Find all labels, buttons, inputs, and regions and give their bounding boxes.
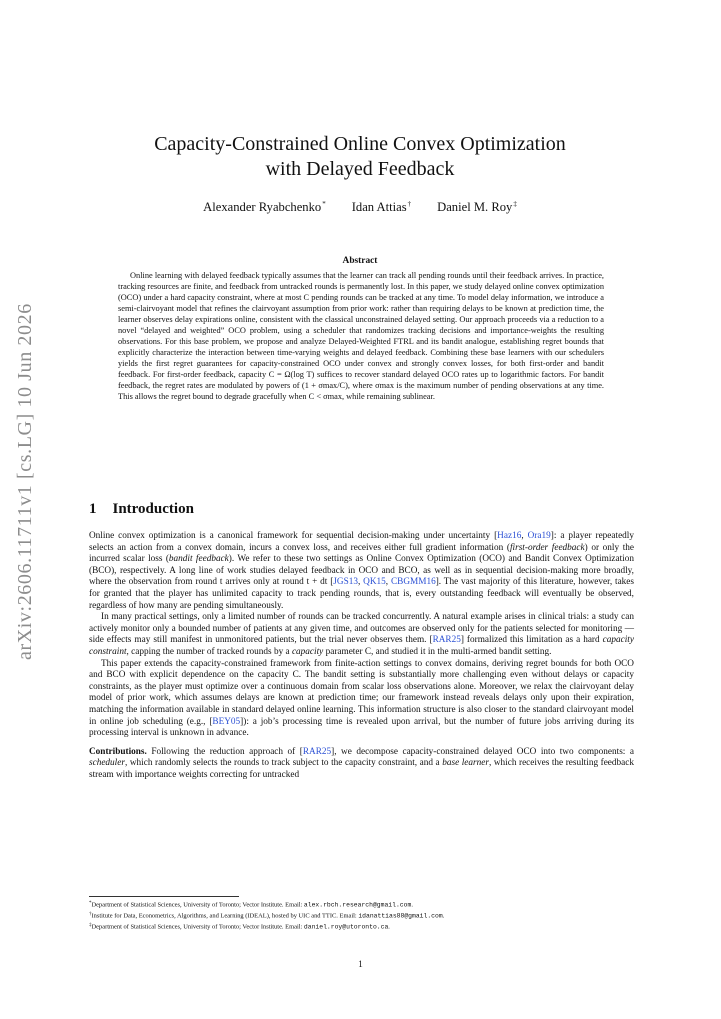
citation-link[interactable]: Haz16 <box>497 531 522 541</box>
page-number: 1 <box>358 960 363 970</box>
paragraph: This paper extends the capacity-constrained framework from finite-action settings to convex domains, deriving regret bounds for both OCO and BCO with explicit dependence on the capacity C. The bandit setting is substantially more challenging even without delays or capacity constraints, as the player must optimize over a continuous domain from scalar loss observations alone. Moreover, we relax the clairvoyant delay model of prior work, which assumes delays are known at prediction time; our framework instead reveals delays only upon their expiration, matching the information available in standard delayed online learning. This information structure is also closer to the standard clairvoyant model in online job scheduling (e.g., [BEY05]): a job’s processing time is revealed upon arrival, but the number of future jobs arriving during its processing interval is unknown in advance. <box>89 658 634 739</box>
section-number: 1 <box>89 501 97 517</box>
section-body <box>89 531 634 781</box>
paragraph: Online convex optimization is a canonical framework for sequential decision-making under uncertainty [Haz16, Ora19]: a player repeatedly selects an action from a convex domain, incurs a convex loss, and receives either full gradient information (first-order feedback) or only the incurred scalar loss (bandit feedback). We refer to these two settings as Online Convex Optimization (OCO) and Bandit Convex Optimization (BCO), respectively. A long line of work studies delayed feedback in OCO and BCO, as well as in sequential decision-making more broadly, where the observation from round t arrives only at round t + dt [JGS13, QK15, CBGMM16]. The vast majority of this literature, however, takes for granted that the player has unlimited capacity to track pending rounds, that is, every outstanding feedback will eventually be observed, regardless of how many are pending simultaneously. <box>89 531 635 611</box>
citation-link[interactable]: BEY05 <box>212 716 241 727</box>
author <box>437 200 517 215</box>
citation-link[interactable]: CBGMM16 <box>390 577 436 588</box>
author-affiliation-mark[interactable]: ‡ <box>513 200 517 208</box>
section-title: Introduction <box>112 501 194 517</box>
title-line-2: with Delayed Feedback <box>265 158 455 180</box>
footnote: ‡Department of Statistical Sciences, University of Toronto; Vector Institute. Email: daniel.roy@utoronto.ca. <box>89 923 390 931</box>
footnote: †Institute for Data, Econometrics, Algorithms, and Learning (IDEAL), hosted by UIC and TTIC. Email: idanattias88@gmail.com. <box>89 912 445 920</box>
author-affiliation-mark[interactable]: * <box>322 200 326 208</box>
citation-link[interactable]: RAR25 <box>432 635 461 646</box>
email-address[interactable]: idanattias88@gmail.com <box>358 912 443 920</box>
abstract-heading: Abstract <box>342 256 378 266</box>
citation-link[interactable]: RAR25 <box>302 746 332 757</box>
footnote: *Department of Statistical Sciences, University of Toronto; Vector Institute. Email: alex.rbch.research@gmail.com. <box>89 901 413 909</box>
paragraph-contributions: Contributions. Following the reduction approach of [RAR25], we decompose capacity-constrained delayed OCO into two components: a scheduler, which randomly selects the rounds to track subject to the capacity constraint, and a base learner, which receives the resulting feedback stream with importance weights correcting for untracked <box>89 746 635 780</box>
author-name: Daniel M. Roy <box>437 200 513 214</box>
citation-link[interactable]: Ora19 <box>527 531 551 541</box>
citation-link[interactable]: QK15 <box>363 577 386 588</box>
footnotes <box>89 899 649 932</box>
paragraph: In many practical settings, only a limited number of rounds can be tracked concurrently. A natural example arises in clinical trials: a study can actively monitor only a bounded number of patients at any given time, and outcomes are observed only for the patients selected for monitoring — side effects may still manifest in unmonitored patients, but the trial never observes them. [RAR25] formalized this limitation as a hard capacity constraint, capping the number of tracked rounds by a capacity parameter C, and studied it in the multi-armed bandit setting. <box>89 612 634 657</box>
email-address[interactable]: alex.rbch.research@gmail.com <box>303 901 412 909</box>
title-line-1: Capacity-Constrained Online Convex Optimization <box>154 133 566 155</box>
author <box>352 200 411 215</box>
paragraph-label: Contributions. <box>89 746 147 757</box>
author-affiliation-mark[interactable]: † <box>407 200 412 208</box>
abstract-text: Online learning with delayed feedback typically assumes that the learner can track all pending rounds until their feedback arrives. In practice, tracking resources are finite, and feedback from untracked rounds is permanently lost. In this paper, we study delayed online convex optimization (OCO) under a hard capacity constraint, where at most C pending rounds can be tracked at any time. To model delay information, we introduce a semi-clairvoyant model that refines the clairvoyant assumption from prior work: rather than requiring delays to be known at prediction time, the learner observes delay expirations online, consistent with the classical unconstrained delayed setting. Our approach proceeds via a reduction to a novel “delayed and weighted” OCO problem, using a scheduler that randomizes tracking decisions and importance-weights the resulting observations. For this base problem, we propose and analyze Delayed-Weighted FTRL and its bandit analogue, establishing regret bounds that explicitly characterize the interaction between time-varying weights and delayed feedback. Combining these base learners with our schedulers yields the first regret guarantees for capacity-constrained OCO under convex and strongly convex losses, for both first-order and bandit feedback. For first-order feedback, capacity C = Ω(log T) suffices to recover standard delayed OCO rates up to logarithmic factors. For bandit feedback, the regret rates are modulated by powers of (1 + σmax/C), where σmax is the maximum number of pending observations at any time. This allows the regret bound to degrade gracefully when C < σmax, while remaining sublinear. <box>118 271 604 401</box>
section-heading <box>89 501 194 518</box>
paper-title <box>90 132 630 182</box>
author <box>203 200 326 215</box>
author-list <box>90 200 630 215</box>
email-address[interactable]: daniel.roy@utoronto.ca <box>303 923 389 931</box>
arxiv-identifier-stamp[interactable]: arXiv:2606.11711v1 [cs.LG] 10 Jun 2026 <box>14 303 36 660</box>
author-name: Idan Attias <box>351 200 407 214</box>
footnote-divider <box>89 896 239 897</box>
author-name: Alexander Ryabchenko <box>203 200 322 214</box>
citation-link[interactable]: JGS13 <box>333 577 358 588</box>
